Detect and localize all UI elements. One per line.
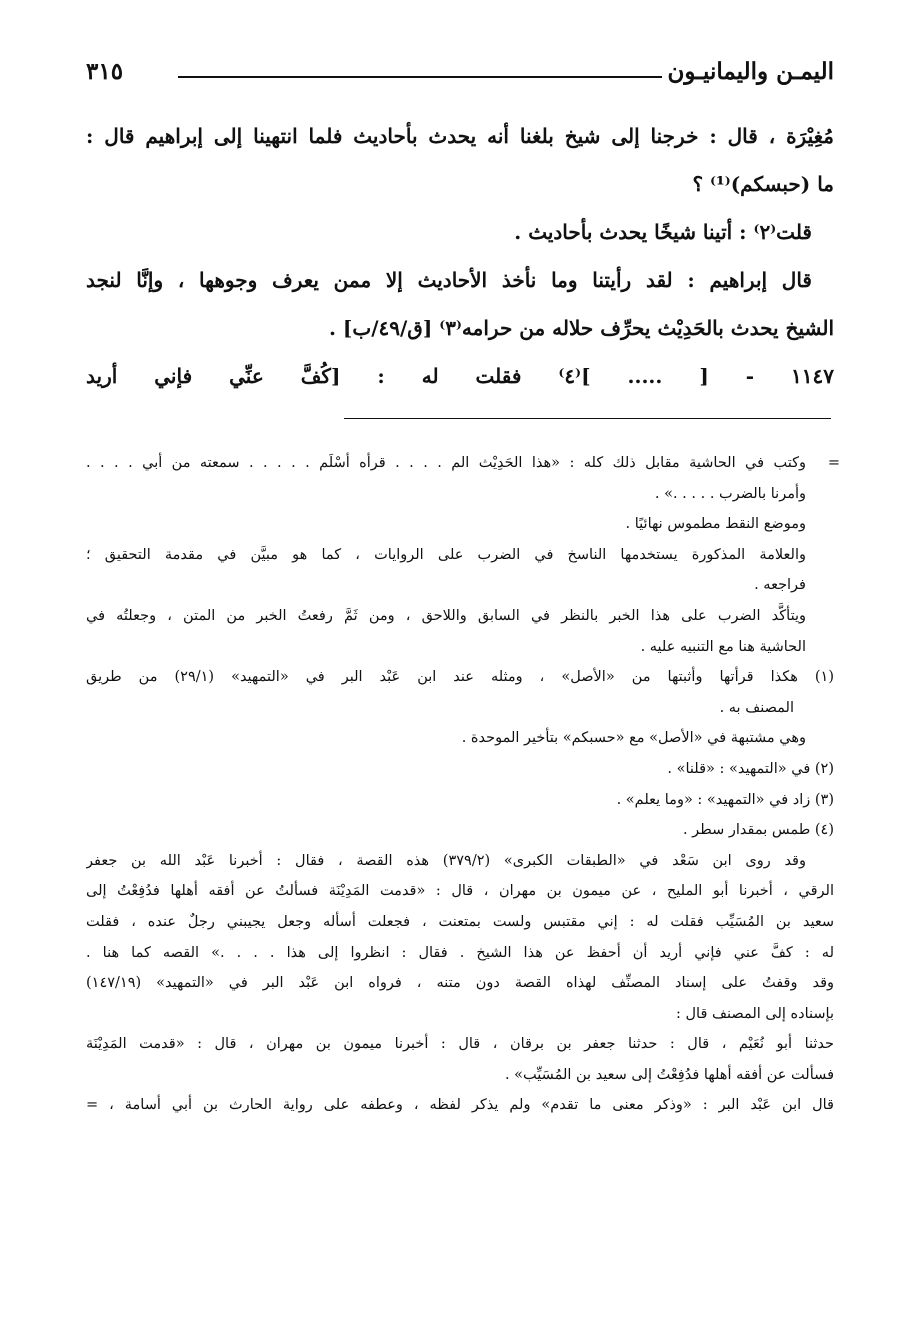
footnote-line: وقد روى ابن سَعْد في «الطبقات الكبرى» (٣٧٩/٢) هذه القصة ، فقال : أخبرنا عَبْد الله بن جعفر [86,852,806,869]
footnote-line: (٣) زاد في «التمهيد» : «وما يعلم» . [616,791,834,808]
page-number: ٣١٥ [86,58,124,85]
footnote-separator [344,418,831,419]
footnote-line: الرقي ، أخبرنا أبو المليح ، عن ميمون بن مهران ، قال : «قدمت المَدِيْنَة فسألتُ عن أفقه أهلها فدُفِعْتُ إلى [86,883,834,900]
footnote-line: وموضع النقط مطموس نهائيًا . [625,516,806,533]
page-header [86,58,834,94]
continuation-mark: = [827,455,840,471]
footnote-line: بإسناده إلى المصنف قال : [676,1005,834,1022]
header-rule [178,76,662,78]
footnote-line: ويتأكَّد الضرب على هذا الخبر بالنظر في السابق واللاحق ، ومن ثَمَّ رفعتُ الخبر من المتن ، وجعلتُه في [86,607,806,624]
main-text [86,112,834,400]
main-text-line: مُغِيْرَة ، قال : خرجنا إلى شيخ بلغنا أنه يحدث بأحاديث فلما انتهينا إلى إبراهيم قال : [86,124,834,148]
main-text-line: ما (حبسكم)⁽¹⁾ ؟ [692,172,834,196]
footnote-line: حدثنا أبو نُعَيْم ، قال : حدثنا جعفر بن برقان ، قال : أخبرنا ميمون بن مهران ، قال : «قدمت المَدِيْنَة [86,1036,834,1053]
footnote-line: والعلامة المذكورة يستخدمها الناسخ في الضرب على الروايات ، كما هو مبيَّن في مقدمة التحقيق ؛ [86,546,806,563]
footnote-line: له : كفَّ عني فإني أريد أن أحفظ عن هذا الشيخ . فقال : انظروا إلى هذا . . . .» القصه كما هنا . [86,944,834,961]
footnote-line: (١) هكذا قرأتها وأثبتها من «الأصل» ، ومثله عند ابن عَبْد البر في «التمهيد» (٢٩/١) من طريق [86,669,834,686]
footnote-line: (٤) طمس بمقدار سطر . [682,822,834,839]
footnote-line: قال ابن عَبْد البر : «وذكر معنى ما تقدم» ولم يذكر لفظه ، وعطفه على رواية الحارث بن أبي أسامة ، = [86,1097,834,1114]
footnote-line: المصنف به . [719,699,794,716]
main-text-line: الشيخ يحدث بالحَدِيْث يحرِّف حلاله من حرامه⁽٣⁾ [ق/٤٩/ب] . [328,316,834,340]
footnote-line: وأمرنا بالضرب . . . . .» . [654,485,806,502]
footnote-line [86,448,840,479]
footnote-text: وكتب في الحاشية مقابل ذلك كله : «هذا الحَدِيْث الم . . . . قرأه أسْلَم . . . . . سمعته من أبي . . . . [86,455,806,471]
main-text-line: ١١٤٧ - [ ..... ]⁽٤⁾ فقلت له : [كُفَّ عنِّي فإني أريد [86,364,834,388]
footnote-line: سعيد بن المُسَيِّب فقلت له : إني مقتبس ولست بمتعنت ، فجعلت أسأله وجعل يجيبني رجلٌ عنده ، فقلت [86,913,834,930]
running-title: اليمـن واليمانيـون [667,58,834,85]
footnote-line: فراجعه . [754,577,806,594]
footnote-line: (٢) في «التمهيد» : «قلنا» . [667,760,834,777]
footnote-line: وهي مشتبهة في «الأصل» مع «حسبكم» بتأخير الموحدة . [461,730,806,747]
footnotes [86,448,840,1121]
footnote-line: وقد وقفتُ على إسناد المصنِّف لهذاه القصة دون متنه ، فرواه ابن عَبْد البر في «التمهيد» (١٤٧/١٩) [86,975,834,992]
footnote-line: فسألت عن أفقه أهلها فدُفِعْتُ إلى سعيد بن المُسَيِّب» . [504,1066,834,1083]
main-text-line: قلت⁽٢⁾ : أتينا شيخًا يحدث بأحاديث . [514,220,812,244]
main-text-line: قال إبراهيم : لقد رأيتنا وما نأخذ الأحاديث إلا ممن يعرف وجوهها ، وإنَّا لنجد [86,268,812,292]
footnote-line: الحاشية هنا مع التنبيه عليه . [640,638,806,655]
